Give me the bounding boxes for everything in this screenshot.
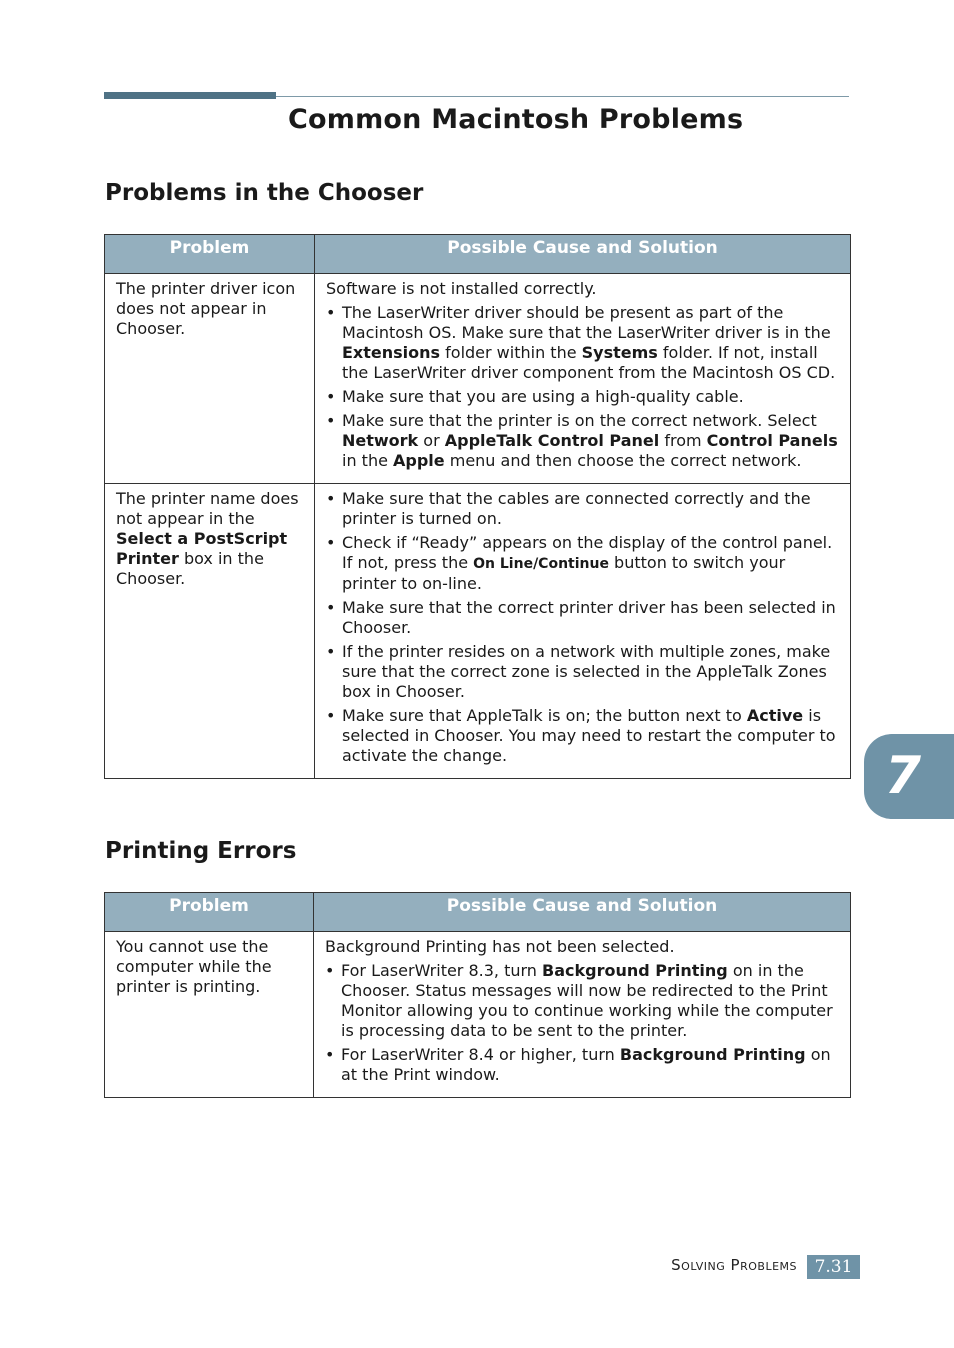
chooser-problems-table [104,234,851,779]
list-item: • Make sure that you are using a high-quality cable. [326,387,844,407]
solution-list [325,961,844,1085]
table-header-row [105,235,851,274]
list-item: • For LaserWriter 8.4 or higher, turn Background Printing on at the Print window. [325,1045,844,1085]
solution-cell [315,484,851,779]
list-item: • If the printer resides on a network with multiple zones, make sure that the correct zone is selected in the AppleTalk Zones box in Chooser. [326,642,844,702]
section-title-printing-errors: Printing Errors [105,838,297,864]
column-header-solution: Possible Cause and Solution [315,235,851,274]
list-item: • Make sure that the cables are connected correctly and the printer is turned on. [326,489,844,529]
footer-page-number: 7.31 [807,1255,860,1279]
column-header-problem: Problem [105,893,314,932]
cause-text: Software is not installed correctly. [326,279,597,298]
cause-text: Background Printing has not been selected. [325,937,675,956]
printing-errors-table [104,892,851,1098]
list-item: • Make sure that the printer is on the correct network. Select Network or AppleTalk Control Panel from Control Panels in the Apple menu and then choose the correct network. [326,411,844,471]
table-row [105,274,851,484]
solution-list [326,303,844,471]
solution-list [326,489,844,766]
solution-cell [314,932,851,1098]
column-header-solution: Possible Cause and Solution [314,893,851,932]
section-title-chooser: Problems in the Chooser [105,180,424,206]
page-title: Common Macintosh Problems [288,104,744,135]
solution-cell [315,274,851,484]
chapter-number: 7 [884,746,922,806]
problem-cell: The printer driver icon does not appear in Chooser. [105,274,315,484]
table-row [105,484,851,779]
header-rule [276,96,849,97]
problem-cell: You cannot use the computer while the printer is printing. [105,932,314,1098]
list-item: • Make sure that the correct printer driver has been selected in Chooser. [326,598,844,638]
footer-section-label: Solving Problems [671,1256,797,1274]
table-row [105,932,851,1098]
column-header-problem: Problem [105,235,315,274]
problem-cell: The printer name does not appear in the Select a PostScript Printer box in the Chooser. [105,484,315,779]
list-item: • Make sure that AppleTalk is on; the button next to Active is selected in Chooser. You may need to restart the computer to activate the change. [326,706,844,766]
table-header-row [105,893,851,932]
list-item: • The LaserWriter driver should be present as part of the Macintosh OS. Make sure that the LaserWriter driver is in the Extensions folder within the Systems folder. If not, install the LaserWriter driver component from the Macintosh OS CD. [326,303,844,383]
list-item: • For LaserWriter 8.3, turn Background Printing on in the Chooser. Status messages will now be redirected to the Print Monitor allowing you to continue working while the computer is processing data to be sent to the printer. [325,961,844,1041]
list-item: • Check if “Ready” appears on the display of the control panel. If not, press the On Line/Continue button to switch your printer to on-line. [326,533,844,594]
header-rule-accent [104,92,276,99]
